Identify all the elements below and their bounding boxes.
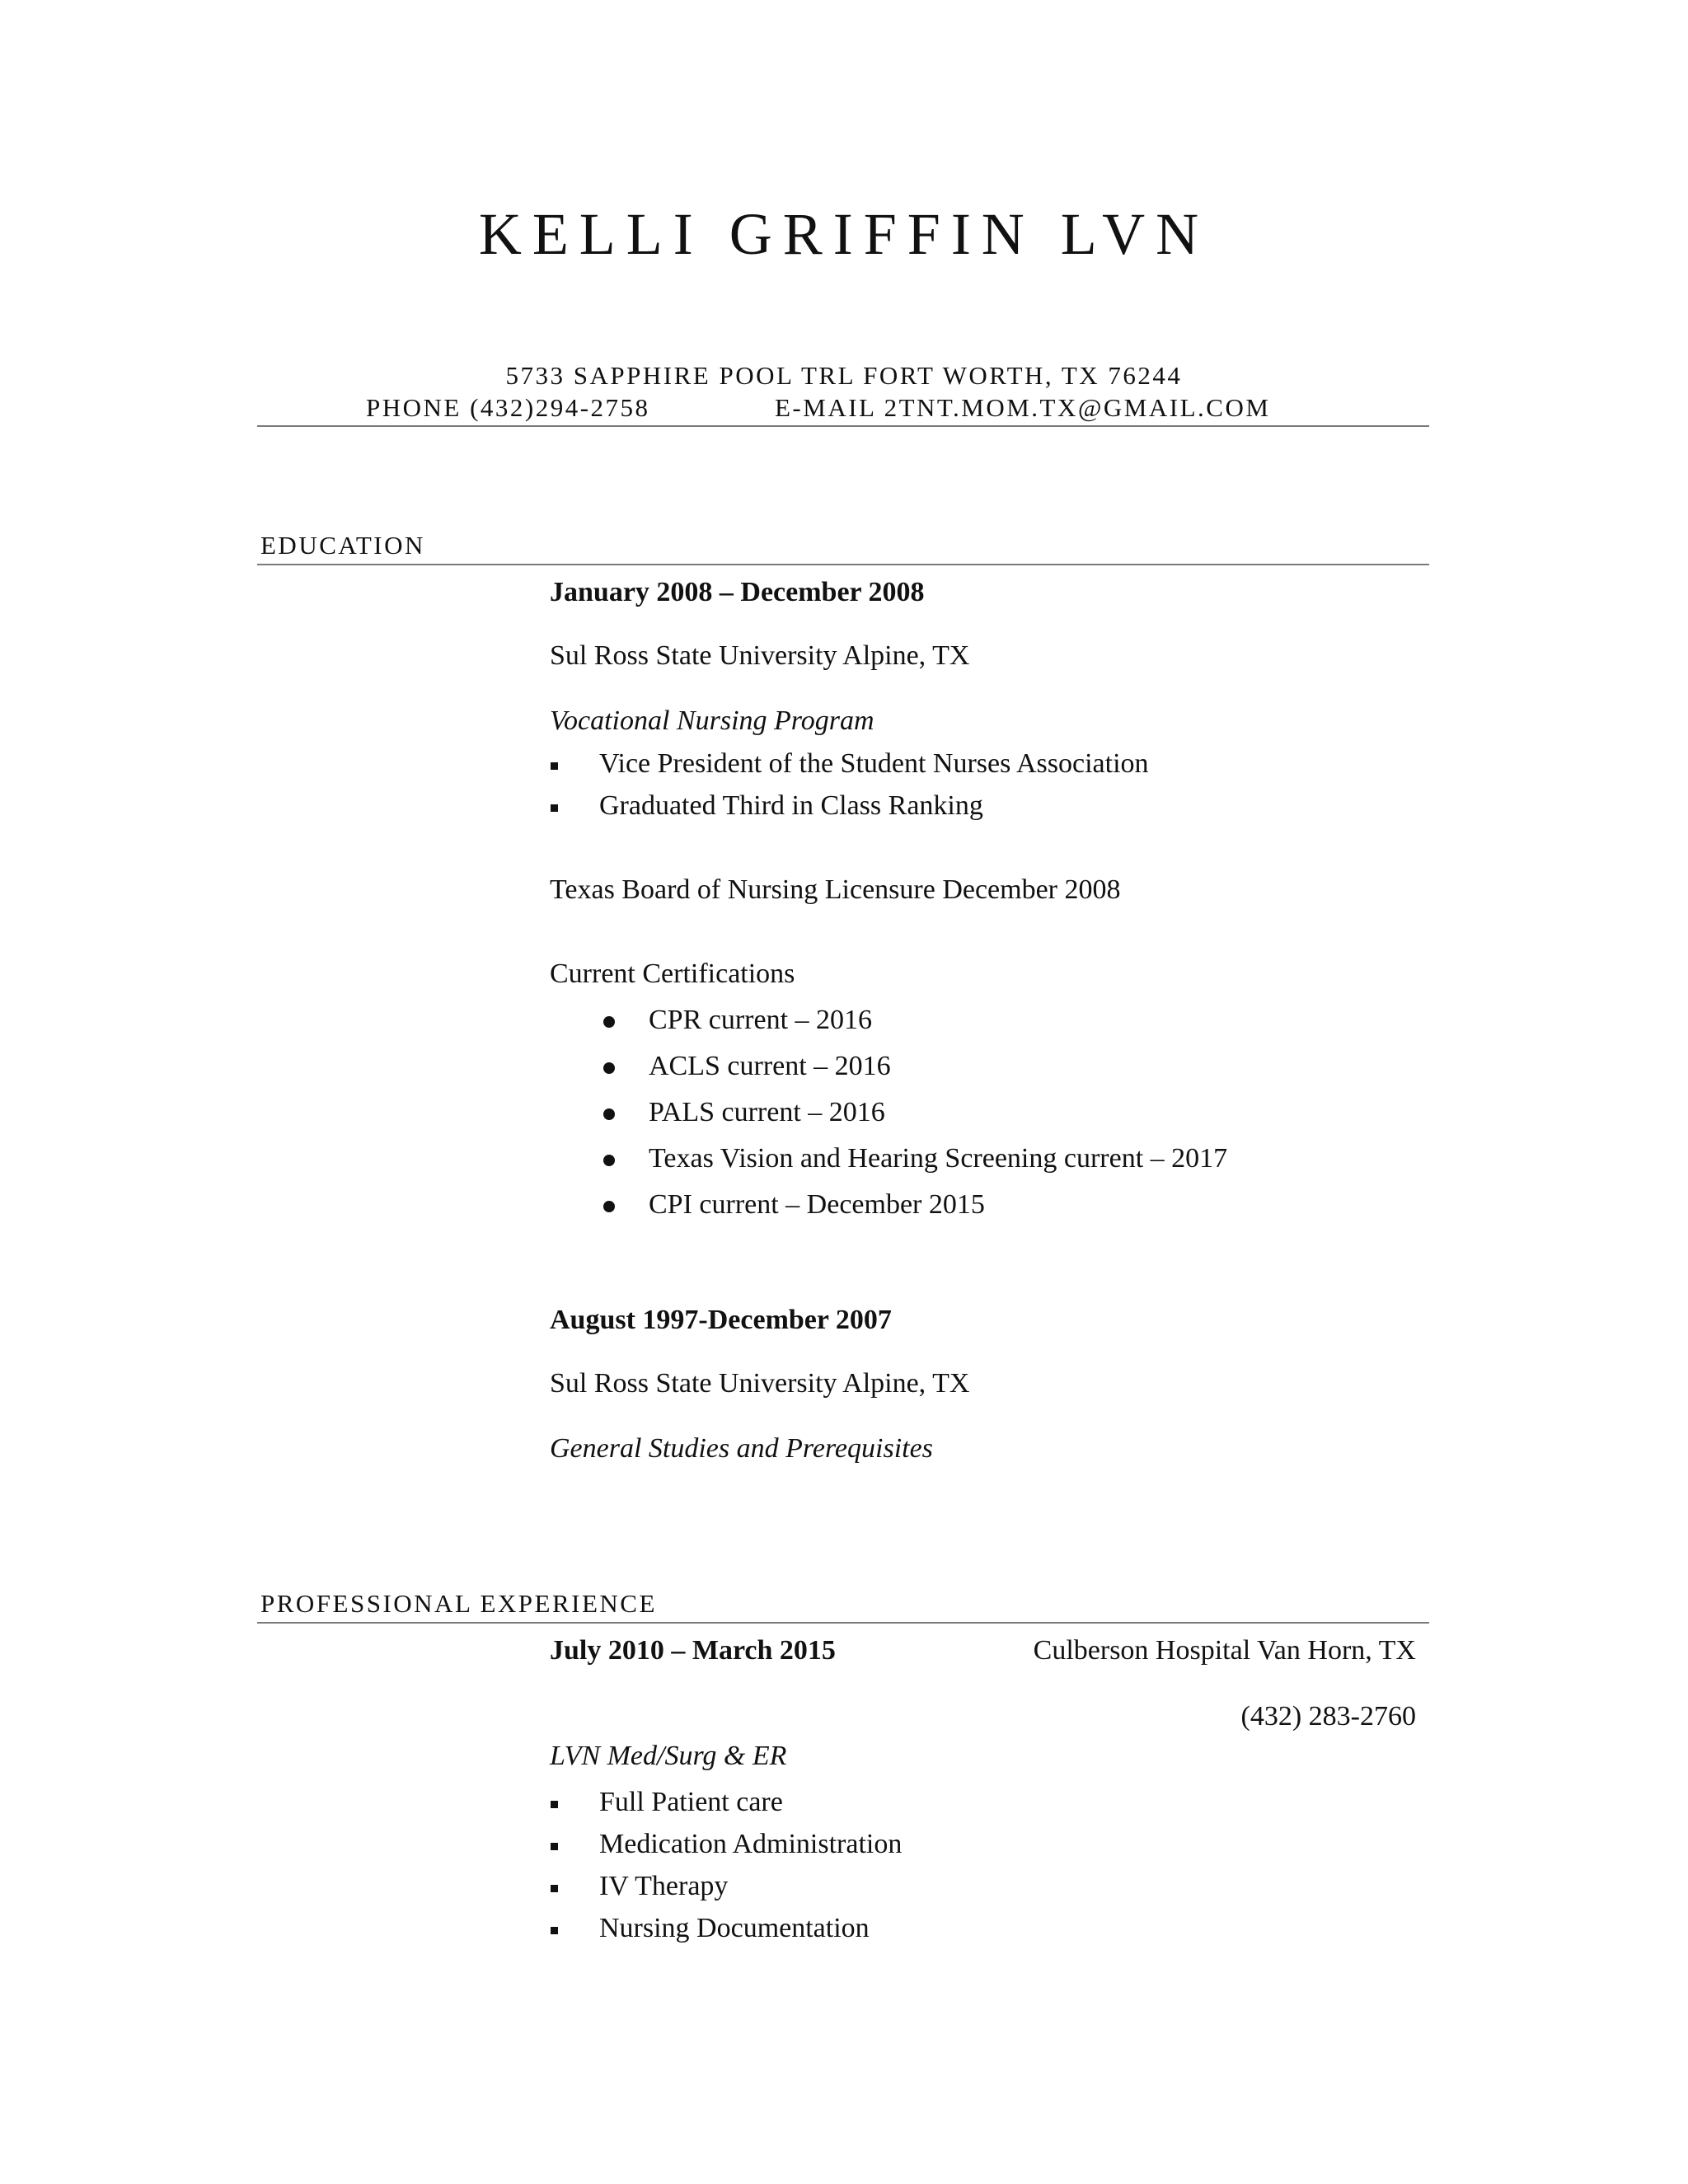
round-bullet-icon: [603, 1108, 615, 1120]
education-program: General Studies and Prerequisites: [550, 1433, 933, 1464]
address-line: 5733 SAPPHIRE POOL TRL FORT WORTH, TX 76244: [505, 361, 1183, 390]
square-bullet-icon: [551, 1885, 558, 1892]
job-duty: Nursing Documentation: [599, 1913, 870, 1943]
round-bullet-icon: [603, 1155, 615, 1166]
job-employer: Culberson Hospital Van Horn, TX: [1033, 1635, 1416, 1666]
email-address: E-MAIL 2TNT.MOM.TX@GMAIL.COM: [775, 393, 1271, 422]
certification-item: CPI current – December 2015: [649, 1189, 985, 1220]
experience-heading: PROFESSIONAL EXPERIENCE: [260, 1589, 657, 1618]
education-school: Sul Ross State University Alpine, TX: [550, 1368, 970, 1399]
education-heading: EDUCATION: [260, 531, 425, 560]
phone-number: PHONE (432)294-2758: [366, 393, 650, 422]
education-dates: August 1997-December 2007: [550, 1305, 892, 1335]
education-bullet: Graduated Third in Class Ranking: [599, 790, 983, 821]
certification-item: CPR current – 2016: [649, 1005, 873, 1035]
round-bullet-icon: [603, 1201, 615, 1212]
square-bullet-icon: [551, 1801, 558, 1808]
certification-item: Texas Vision and Hearing Screening current – 2017: [649, 1143, 1228, 1174]
job-duty: Full Patient care: [599, 1787, 783, 1817]
round-bullet-icon: [603, 1062, 615, 1074]
employer-phone: (432) 283-2760: [1240, 1701, 1416, 1732]
experience-divider: [257, 1622, 1429, 1624]
square-bullet-icon: [551, 804, 558, 812]
licensure-line: Texas Board of Nursing Licensure December 2008: [550, 874, 1121, 905]
square-bullet-icon: [551, 1843, 558, 1850]
job-title: LVN Med/Surg & ER: [550, 1741, 787, 1771]
certification-item: PALS current – 2016: [649, 1097, 885, 1127]
candidate-name: KELLI GRIFFIN LVN: [478, 201, 1210, 267]
education-school: Sul Ross State University Alpine, TX: [550, 640, 970, 671]
round-bullet-icon: [603, 1016, 615, 1028]
education-program: Vocational Nursing Program: [550, 705, 874, 736]
square-bullet-icon: [551, 1927, 558, 1934]
job-dates: July 2010 – March 2015: [550, 1635, 836, 1666]
square-bullet-icon: [551, 762, 558, 770]
education-dates: January 2008 – December 2008: [550, 577, 925, 607]
job-duty: IV Therapy: [599, 1871, 729, 1901]
job-duty: Medication Administration: [599, 1829, 903, 1859]
education-bullet: Vice President of the Student Nurses Association: [599, 748, 1149, 779]
certification-item: ACLS current – 2016: [649, 1051, 891, 1081]
certifications-title: Current Certifications: [550, 958, 795, 989]
header-divider: [257, 425, 1429, 427]
education-divider: [257, 564, 1429, 565]
